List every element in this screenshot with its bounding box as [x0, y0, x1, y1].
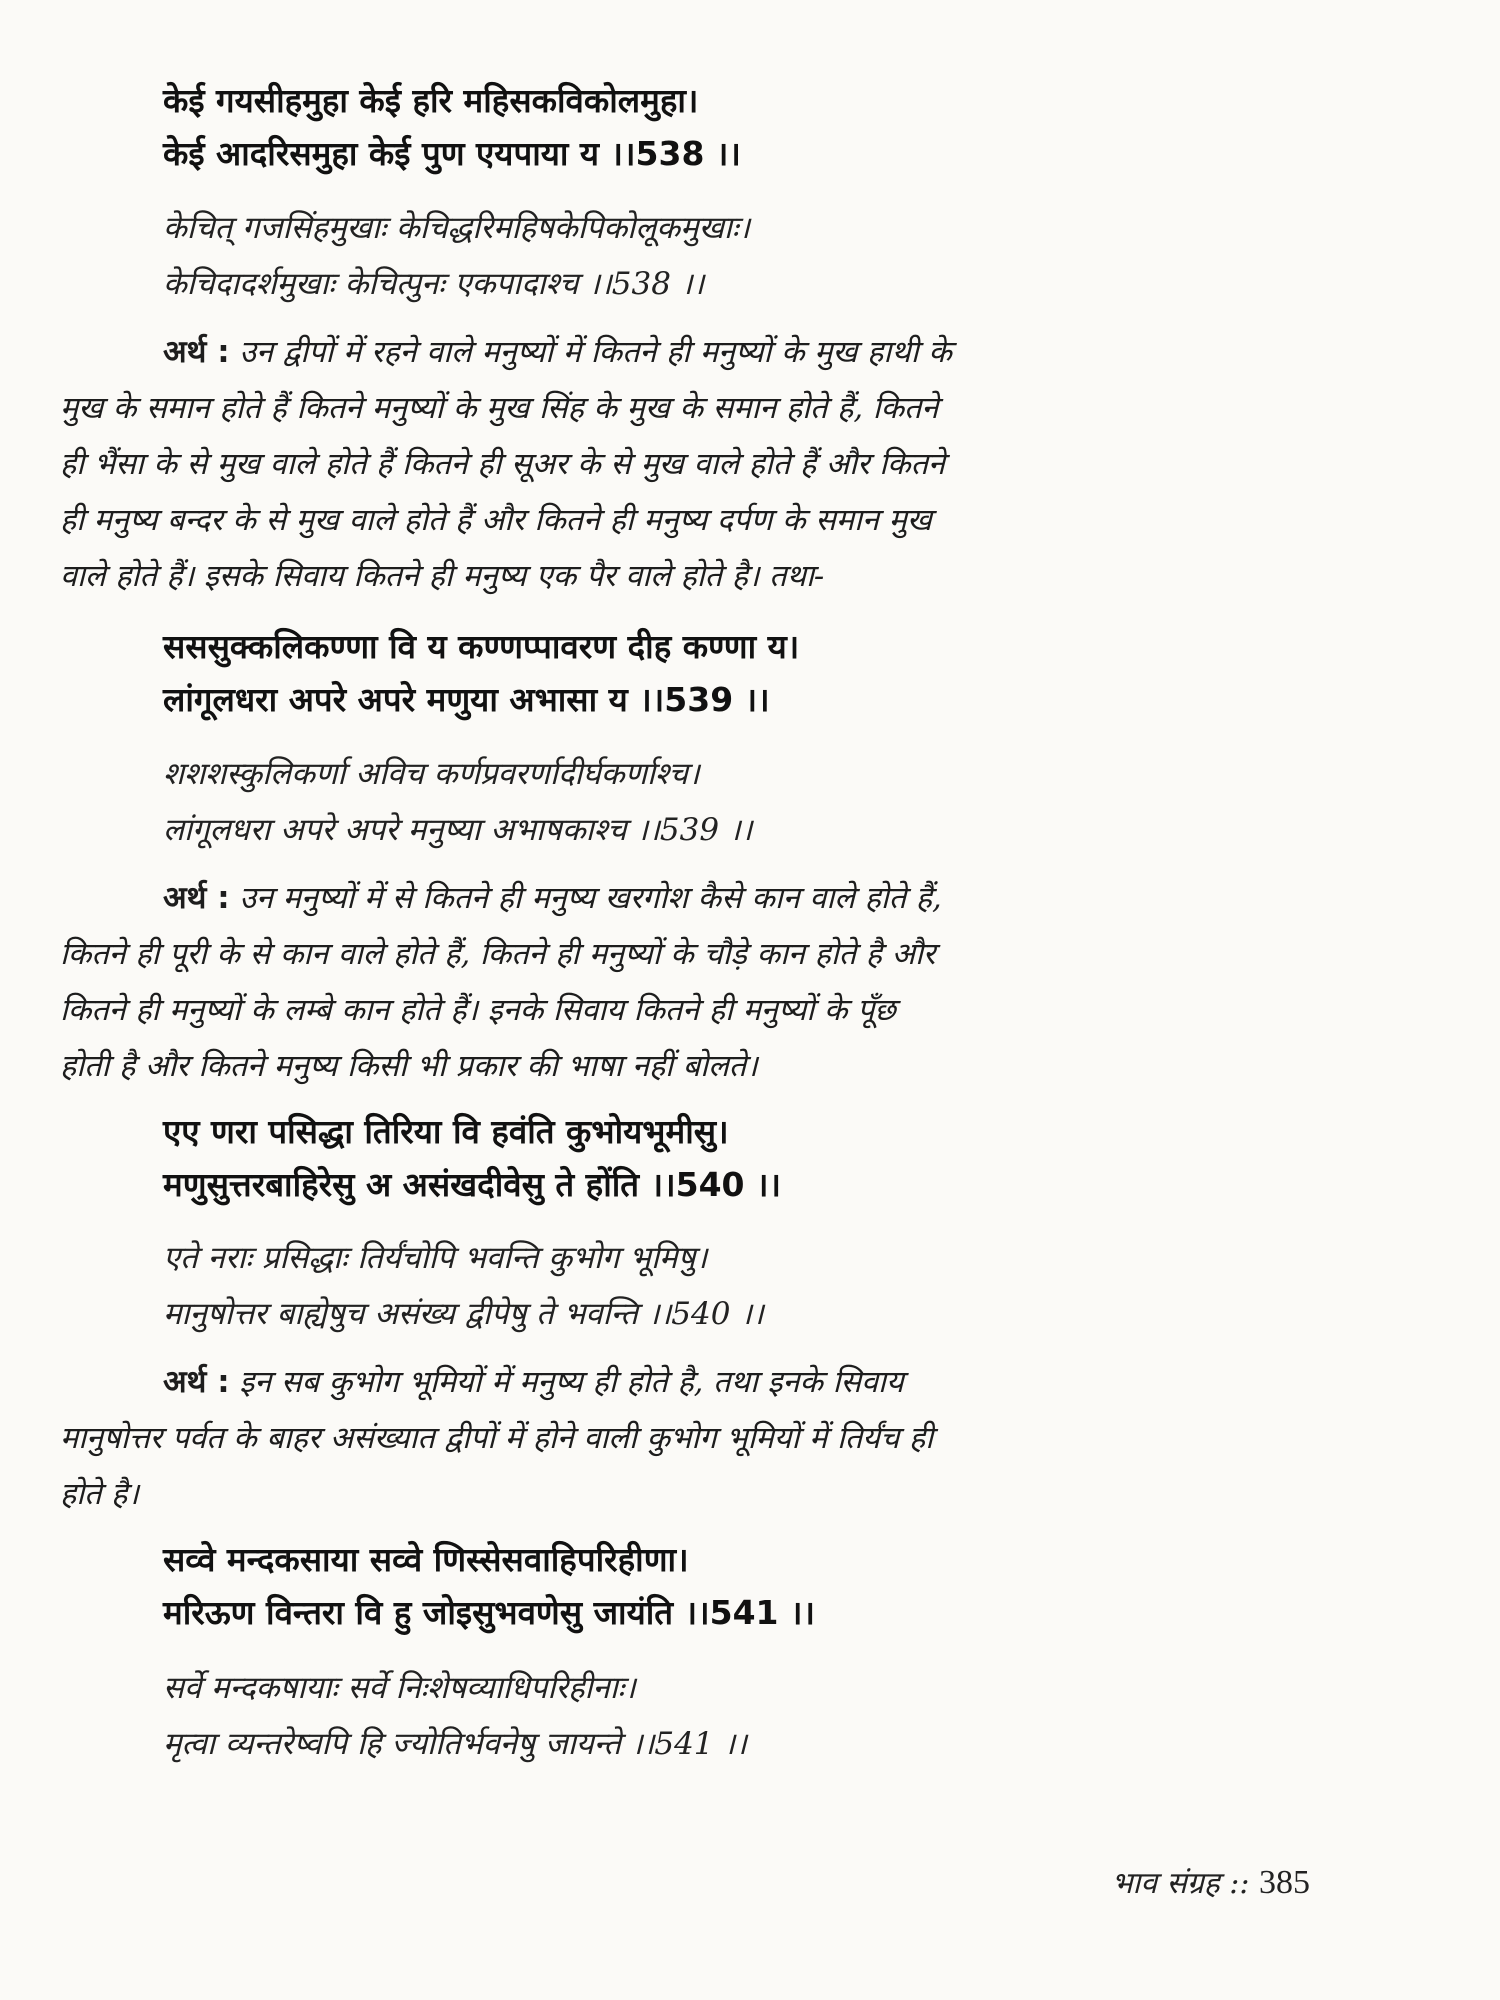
verse-line: केचित् गजसिंहमुखाः केचिद्धरिमहिषकेपिकोलूकमुखाः। [163, 210, 750, 246]
prakrit-verse-540 [60, 1105, 1320, 1211]
sanskrit-chaya-538 [60, 200, 1320, 312]
verse-line: मानुषोत्तर बाह्येषुच असंख्य द्वीपेषु ते भवन्ति ।।540 ।। [163, 1296, 764, 1332]
footer-separator: :: [1229, 1866, 1250, 1901]
meaning-label: अर्थ : [163, 334, 230, 370]
meaning-line: होती है और कितने मनुष्य किसी भी प्रकार की भाषा नहीं बोलते। [60, 1049, 758, 1084]
meaning-540 [60, 1354, 1320, 1523]
book-title: भाव संग्रह [1111, 1866, 1220, 1901]
verse-line: मृत्वा व्यन्तरेष्वपि हि ज्योतिर्भवनेषु जायन्ते ।।541 ।। [163, 1726, 747, 1762]
verse-line: सव्वे मन्दकसाया सव्वे णिस्सेसवाहिपरिहीणा। [163, 1540, 689, 1579]
verse-line: एते नराः प्रसिद्धाः तिर्यंचोपि भवन्ति कुभोग भूमिषु। [163, 1240, 708, 1276]
meaning-line: ही मनुष्य बन्दर के से मुख वाले होते हैं और कितने ही मनुष्य दर्पण के समान मुख [60, 503, 932, 538]
verse-line: शशशस्कुलिकर्णा अविच कर्णप्रवरर्णादीर्घकर्णाश्च। [163, 756, 700, 792]
meaning-539 [60, 870, 1320, 1095]
verse-line: सससुक्कलिकण्णा वि य कण्णप्पावरण दीह कण्णा य। [163, 627, 800, 666]
verse-line: मरिऊण विन्तरा वि हु जोइसुभवणेसु जायंति ।।541 ।। [163, 1593, 815, 1632]
sanskrit-chaya-541 [60, 1660, 1320, 1772]
meaning-538 [60, 324, 1320, 605]
verse-line: एए णरा पसिद्धा तिरिया वि हवंति कुभोयभूमीसु। [163, 1112, 729, 1151]
meaning-line: कितने ही पूरी के से कान वाले होते हैं, कितने ही मनुष्यों के चौड़े कान होते है और [60, 937, 936, 972]
page-number: 385 [1259, 1864, 1310, 1901]
sanskrit-chaya-539 [60, 746, 1320, 858]
verse-line: केचिदादर्शमुखाः केचित्पुनः एकपादाश्च ।।538 ।। [163, 266, 705, 302]
meaning-line: ही भैंसा के से मुख वाले होते हैं कितने ही सूअर के से मुख वाले होते हैं और कितने [60, 447, 945, 482]
meaning-line: मुख के समान होते हैं कितने मनुष्यों के मुख सिंह के मुख के समान होते हैं, कितने [60, 391, 939, 426]
verse-line: केई गयसीहमुहा केई हरि महिसकविकोलमुहा। [163, 81, 699, 120]
verse-line: लांगूलधरा अपरे अपरे मणुया अभासा य ।।539 ।। [163, 680, 770, 719]
meaning-line: उन मनुष्यों में से कितने ही मनुष्य खरगोश कैसे कान वाले होते हैं, [239, 881, 942, 916]
verse-line: केई आदरिसमुहा केई पुण एयपाया य ।।538 ।। [163, 134, 741, 173]
sanskrit-chaya-540 [60, 1230, 1320, 1342]
page-footer [1111, 1861, 1310, 1902]
prakrit-verse-539 [60, 620, 1320, 726]
verse-line: मणुसुत्तरबाहिरेसु अ असंखदीवेसु ते होंति ।।540 ।। [163, 1165, 781, 1204]
meaning-line: वाले होते हैं। इसके सिवाय कितने ही मनुष्य एक पैर वाले होते है। तथा- [60, 559, 825, 594]
meaning-line: इन सब कुभोग भूमियों में मनुष्य ही होते है, तथा इनके सिवाय [239, 1365, 904, 1400]
prakrit-verse-538 [60, 74, 1320, 180]
meaning-line: होते है। [60, 1477, 139, 1512]
verse-line: सर्वे मन्दकषायाः सर्वे निःशेषव्याधिपरिहीनाः। [163, 1670, 636, 1706]
meaning-label: अर्थ : [163, 1364, 230, 1400]
verse-line: लांगूलधरा अपरे अपरे मनुष्या अभाषकाश्च ।।539 ।। [163, 812, 753, 848]
meaning-line: उन द्वीपों में रहने वाले मनुष्यों में कितने ही मनुष्यों के मुख हाथी के [239, 335, 952, 370]
meaning-line: मानुषोत्तर पर्वत के बाहर असंख्यात द्वीपों में होने वाली कुभोग भूमियों में तिर्यंच ही [60, 1421, 934, 1456]
meaning-label: अर्थ : [163, 880, 230, 916]
meaning-line: कितने ही मनुष्यों के लम्बे कान होते हैं। इनके सिवाय कितने ही मनुष्यों के पूँछ [60, 993, 896, 1028]
prakrit-verse-541 [60, 1533, 1320, 1639]
